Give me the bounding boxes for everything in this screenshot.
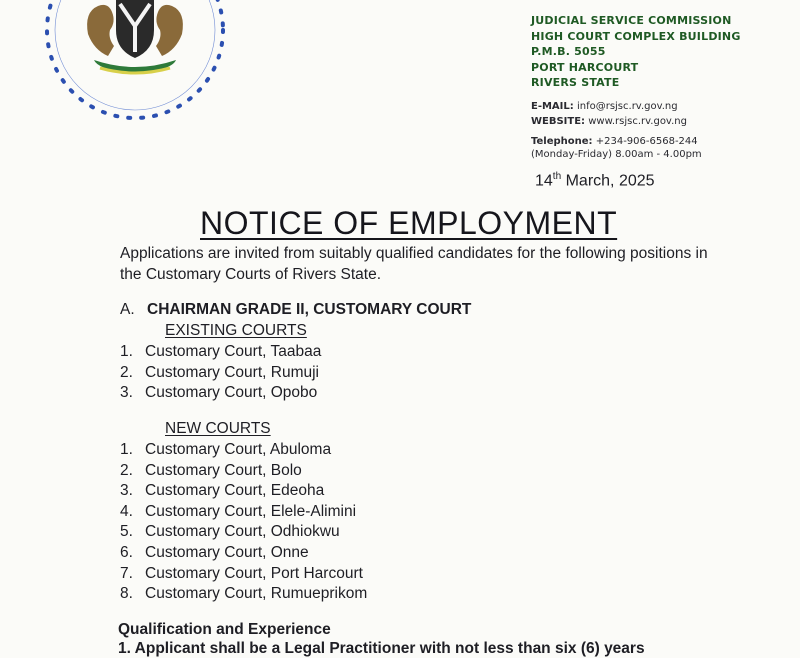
section-a-heading <box>120 301 471 319</box>
list-item: 7. Customary Court, Port Harcourt <box>120 564 363 582</box>
address-line: HIGH COURT COMPLEX BUILDING <box>531 29 741 43</box>
list-item: 1. Customary Court, Taabaa <box>120 343 322 360</box>
address-line: JUDICIAL SERVICE COMMISSION <box>531 14 732 27</box>
list-item: 3. Customary Court, Edeoha <box>120 482 325 500</box>
page-title: NOTICE OF EMPLOYMENT <box>200 205 618 241</box>
address-line: RIVERS STATE <box>531 76 620 89</box>
notice-date <box>535 171 655 190</box>
list-item: 8. Customary Court, Rumueprikom <box>120 585 368 603</box>
address-line: PORT HARCOURT <box>531 60 639 74</box>
email-link[interactable]: info@rsjsc.rv.gov.ng <box>576 101 678 112</box>
telephone-label: Telephone: <box>531 136 593 147</box>
new-courts-list <box>120 440 367 605</box>
website-label: WEBSITE: <box>531 116 586 127</box>
address-line: P.M.B. 5055 <box>531 45 606 58</box>
section-title: CHAIRMAN GRADE II, CUSTOMARY COURT <box>147 301 472 318</box>
qualification-first-line: 1. Applicant shall be a Legal Practitioner with not less than six (6) years <box>118 640 645 657</box>
list-item: 2. Customary Court, Bolo <box>120 461 302 479</box>
website-link[interactable]: www.rsjsc.rv.gov.ng <box>588 116 687 127</box>
intro-paragraph: Applications are invited from suitably qualified candidates for the following positions in the Customary Courts of Rivers State. <box>120 245 708 283</box>
list-item: 1. Customary Court, Abuloma <box>120 441 332 458</box>
existing-courts-heading: EXISTING COURTS <box>165 322 307 339</box>
date-suffix: th <box>552 171 562 182</box>
office-hours: (Monday-Friday) 8.00am - 4.00pm <box>531 149 702 160</box>
existing-courts-list <box>120 342 321 404</box>
new-courts-heading: NEW COURTS <box>165 420 271 437</box>
email-label: E-MAIL: <box>531 101 574 112</box>
date-rest: March, 2025 <box>565 172 655 190</box>
section-letter: A. <box>120 301 135 318</box>
list-item: 6. Customary Court, Onne <box>120 543 309 561</box>
list-item: 2. Customary Court, Rumuji <box>120 363 319 381</box>
qualification-heading: Qualification and Experience <box>118 621 331 638</box>
letterhead-contact <box>531 98 796 163</box>
list-item: 5. Customary Court, Odhiokwu <box>120 523 340 541</box>
list-item: 3. Customary Court, Opobo <box>120 384 318 402</box>
coat-of-arms-icon <box>47 0 223 118</box>
telephone-value: +234-906-6568-244 <box>595 136 698 147</box>
coat-of-arms-seal <box>40 0 230 135</box>
date-day: 14 <box>535 172 553 190</box>
letterhead-address <box>531 13 791 91</box>
website-line <box>531 113 796 130</box>
list-item: 4. Customary Court, Elele-Alimini <box>120 502 357 520</box>
